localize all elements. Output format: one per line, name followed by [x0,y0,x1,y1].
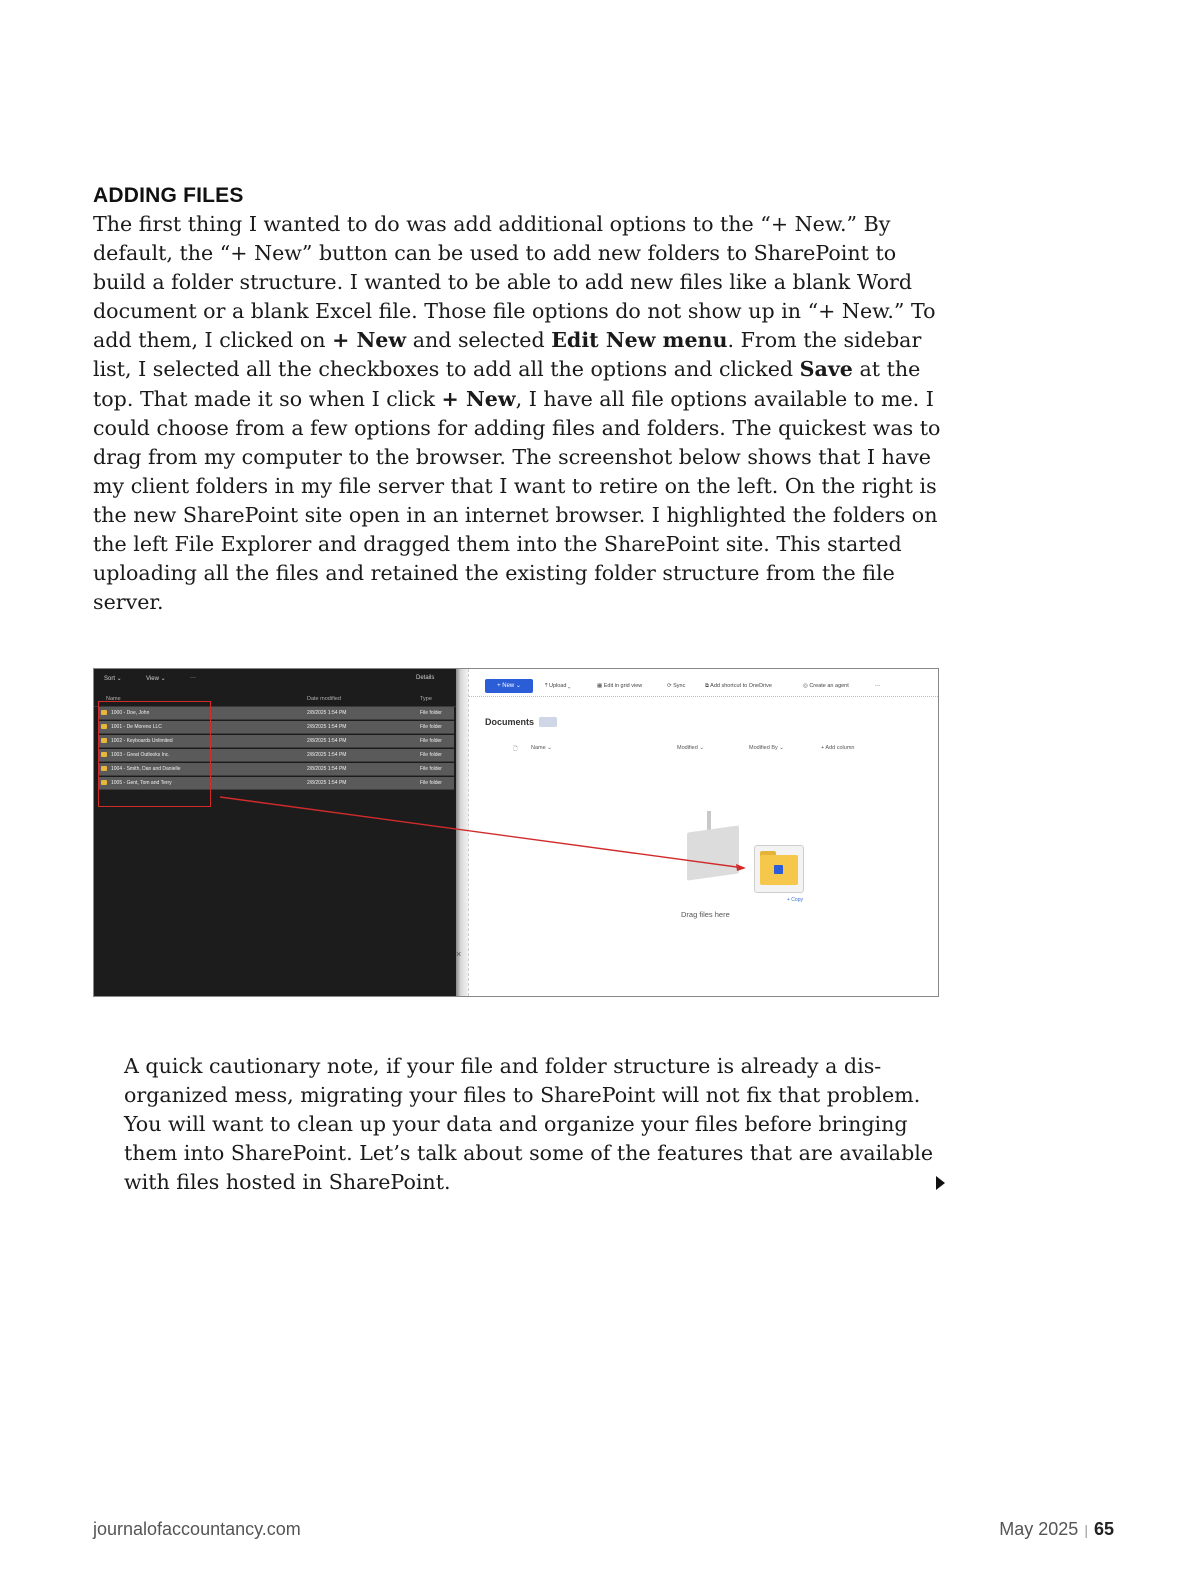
row-date: 2/8/2025 1:54 PM [307,724,347,730]
body-paragraph-1 [93,210,943,617]
view-button[interactable]: View ⌄ [146,676,166,682]
file-icon: 🗋 [513,746,518,752]
section-heading: ADDING FILES [93,184,244,207]
agent-icon: ◎ [803,683,810,689]
row-date: 2/8/2025 1:54 PM [307,710,347,716]
text-run: . From the sidebar list, I selected all the checkboxes to add all the options and clicked [93,328,922,382]
bold-edit-new-menu: Edit New menu [551,328,728,353]
row-name: 1004 - Smith, Dan and Danielle [111,766,181,772]
column-modified-by[interactable]: Modified By ⌄ [749,745,784,751]
add-column-button[interactable]: + Add column [821,745,855,751]
copy-label: + Copy [787,897,803,903]
row-date: 2/8/2025 1:54 PM [307,752,347,758]
row-type: File folder [420,780,442,786]
footer-separator: | [1084,1522,1088,1538]
drag-path [220,797,744,868]
create-agent-label: Create an agent [809,683,849,689]
column-name[interactable]: Name [106,696,121,702]
sort-button[interactable]: Sort ⌄ [104,676,122,682]
row-name: 1001 - De Moreno LLC [111,724,162,730]
body-paragraph-2 [93,1052,943,1197]
bold-save: Save [799,357,853,382]
new-button[interactable]: + New ⌄ [485,679,533,693]
row-date: 2/8/2025 1:54 PM [307,780,347,786]
column-type[interactable]: Type [420,696,432,702]
text-run: and selected [406,328,552,353]
add-shortcut-label: Add shortcut to OneDrive [710,683,772,689]
footer-pagination [999,1519,1114,1540]
bold-new: + New [441,386,516,411]
bold-new: + New [332,328,407,353]
upload-icon: ⤒ [545,683,549,689]
row-name: 1003 - Great Outlooks Inc. [111,752,170,758]
row-type: File folder [420,766,442,772]
text-run: , I have all file options available to me. I could choose from a few options for adding files and folders. The quickest was to drag from my computer to the browser. The screenshot below shows that I have my client folders in my file server that I want to retire on the left. On the right is the new SharePoint site open in an internet browser. I highlighted the folders on the left File Explorer and dragged them into the SharePoint site. This started uploading all the files and retained the existing folder structure from the file server. [93,386,941,615]
row-type: File folder [420,738,442,744]
footer-date: May 2025 [999,1519,1079,1539]
drop-zone-label[interactable]: Drag files here [681,910,730,919]
column-modified[interactable]: Modified ⌄ [677,745,704,751]
sync-icon: ⟳ [667,683,674,689]
more-button[interactable]: ··· [875,683,881,689]
shortcut-icon: ⧉ [705,683,711,689]
text-run: at the top. That made it so when I click [93,357,921,411]
row-type: File folder [420,724,442,730]
row-type: File folder [420,752,442,758]
footer-site: journalofaccountancy.com [93,1519,301,1539]
row-name: 1005 - Gent, Tom and Terry [111,780,172,786]
paragraph-text: A quick cautionary note, if your file and folder structure is already a dis-organized mess, migrating your files to SharePoint will not fix that problem. You will want to clean up your data and organize your files before bringing them into SharePoint. Let’s talk about some of the features that are available with files hosted in SharePoint. [124,1054,934,1195]
page-number: 65 [1093,1519,1114,1539]
edit-grid-label: Edit in grid view [603,683,643,689]
grid-icon: ▦ [597,683,604,689]
text-run: The first thing I wanted to do was add additional options to the “+ New.” By default, the “+ New” button can be used to add new folders to SharePoint to build a folder structure. I wanted to be able to add new files like a blank Word document or a blank Excel file. Those file options do not show up in “+ New.” To add them, I clicked on [93,212,936,353]
sync-label: Sync [673,683,686,689]
continue-arrow-icon [932,1175,948,1191]
row-name: 1002 - Keyboards Unlimited [111,738,173,744]
column-name[interactable]: Name ⌄ [531,745,552,751]
row-date: 2/8/2025 1:54 PM [307,766,347,772]
close-icon[interactable]: × [456,949,462,959]
library-title: Documents [485,717,535,727]
row-name: 1000 - Doe, John [111,710,150,716]
arrow-head-icon [736,864,746,871]
details-button[interactable]: Details [416,675,435,681]
more-button[interactable]: ··· [190,675,196,681]
screenshot-figure [93,668,939,997]
row-date: 2/8/2025 1:54 PM [307,738,347,744]
upload-label: Upload ⌄ [548,683,571,689]
column-date-modified[interactable]: Date modified [307,696,341,702]
drag-arrow-line [94,669,939,997]
row-type: File folder [420,710,442,716]
